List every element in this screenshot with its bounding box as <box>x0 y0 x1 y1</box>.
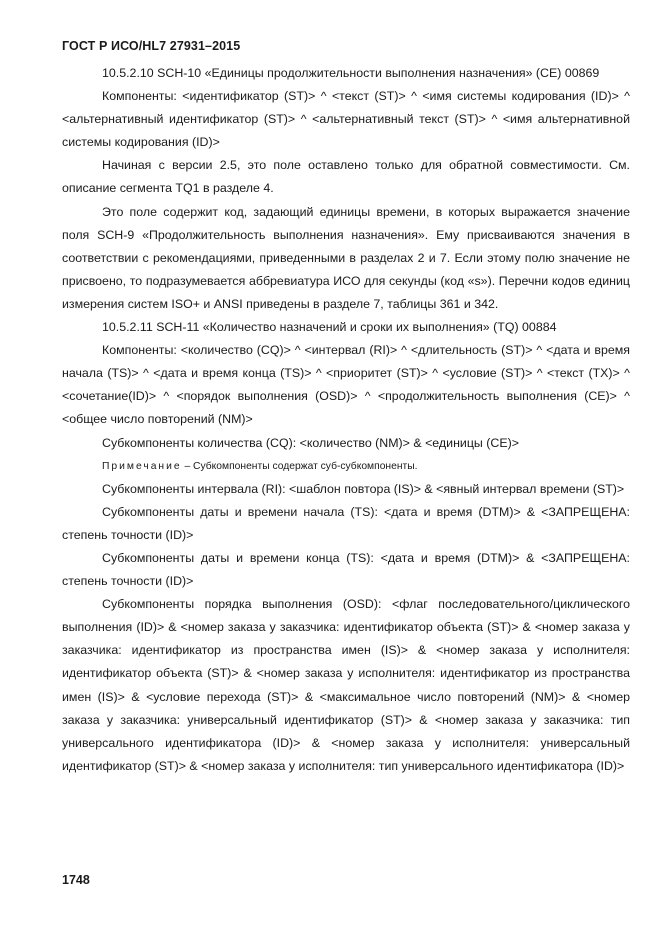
page-number: 1748 <box>62 873 90 887</box>
paragraph-cq-subcomponents: Субкомпоненты количества (CQ): <количество (NM)> & <единицы (CE)> <box>102 435 519 450</box>
paragraph-sch-10-components: Компоненты: <идентификатор (ST)> ^ <текст (ST)> ^ <имя системы кодирования (ID)> ^ <альтернативный идентификатор (ST)> ^ <альтернативный текст (ST)> ^ <имя альтернативной системы кодирования (ID)> <box>62 89 630 150</box>
document-body <box>62 62 630 778</box>
note <box>62 455 630 478</box>
paragraph-ri-subcomponents: Субкомпоненты интервала (RI): <шаблон повтора (IS)> & <явный интервал времени (ST)> <box>102 481 625 496</box>
paragraph-start-ts-subcomponents: Субкомпоненты даты и времени начала (TS): <дата и время (DTM)> & <ЗАПРЕЩЕНА: степень точности (ID)> <box>62 504 630 542</box>
paragraph-osd-subcomponents: Субкомпоненты порядка выполнения (OSD): <флаг последовательного/циклического выполнения (ID)> & <номер заказа у заказчика: идентификатор объекта (ST)> & <номер заказа у заказчика: идентификатор из пространства имен (IS)> & <номер заказа у исполнителя: идентификатор объекта (ST)> & <номер заказа у исполнителя: идентификатор из пространства имен (IS)> & <условие перехода (ST)> & <максимальное число повторений (NM)> & <номер заказа у заказчика: универсальный идентификатор (ST)> & <номер заказа у заказчика: тип универсального идентификатора (ID)> & <номер заказа у исполнителя: универсальный идентификатор (ST)> & <номер заказа у исполнителя: тип универсального идентификатора (ID)> <box>62 597 630 773</box>
paragraph-end-ts-subcomponents: Субкомпоненты даты и времени конца (TS): <дата и время (DTM)> & <ЗАПРЕЩЕНА: степень точности (ID)> <box>62 550 630 589</box>
section-heading-sch-10: 10.5.2.10 SCH-10 «Единицы продолжительности выполнения назначения» (CE) 00869 <box>102 66 600 80</box>
note-text: – Субкомпоненты содержат суб-субкомпоненты. <box>181 460 418 472</box>
note-label: Примечание <box>102 460 182 472</box>
paragraph-sch-10-description: Это поле содержит код, задающий единицы времени, в которых выражается значение поля SCH-9 «Продолжительность выполнения назначения». Ему присваиваются значения в соответствии с рекомендациями, приведенными в разделах 2 и 7. Если этому полю значение не присвоено, то подразумевается аббревиатура ИСО для секунды (код «s»). Перечни кодов единиц измерения систем ISO+ и ANSI приведены в разделе 7, таблицы 361 и 342. <box>62 204 630 311</box>
standard-header: ГОСТ Р ИСО/HL7 27931–2015 <box>62 39 241 53</box>
section-heading-sch-11: 10.5.2.11 SCH-11 «Количество назначений и сроки их выполнения» (TQ) 00884 <box>102 320 557 335</box>
paragraph-sch-11-components: Компоненты: <количество (CQ)> ^ <интервал (RI)> ^ <длительность (ST)> ^ <дата и время начала (TS)> ^ <дата и время конца (TS)> ^ <приоритет (ST)> ^ <условие (ST)> ^ <текст (TX)> ^ <сочетание(ID)> ^ <порядок выполнения (OSD)> ^ <продолжительность выполнения (CE)> ^ <общее число повторений (NM)> <box>62 343 630 427</box>
paragraph-sch-10-compatibility: Начиная с версии 2.5, это поле оставлено только для обратной совместимости. См. описание сегмента TQ1 в разделе 4. <box>62 158 630 196</box>
